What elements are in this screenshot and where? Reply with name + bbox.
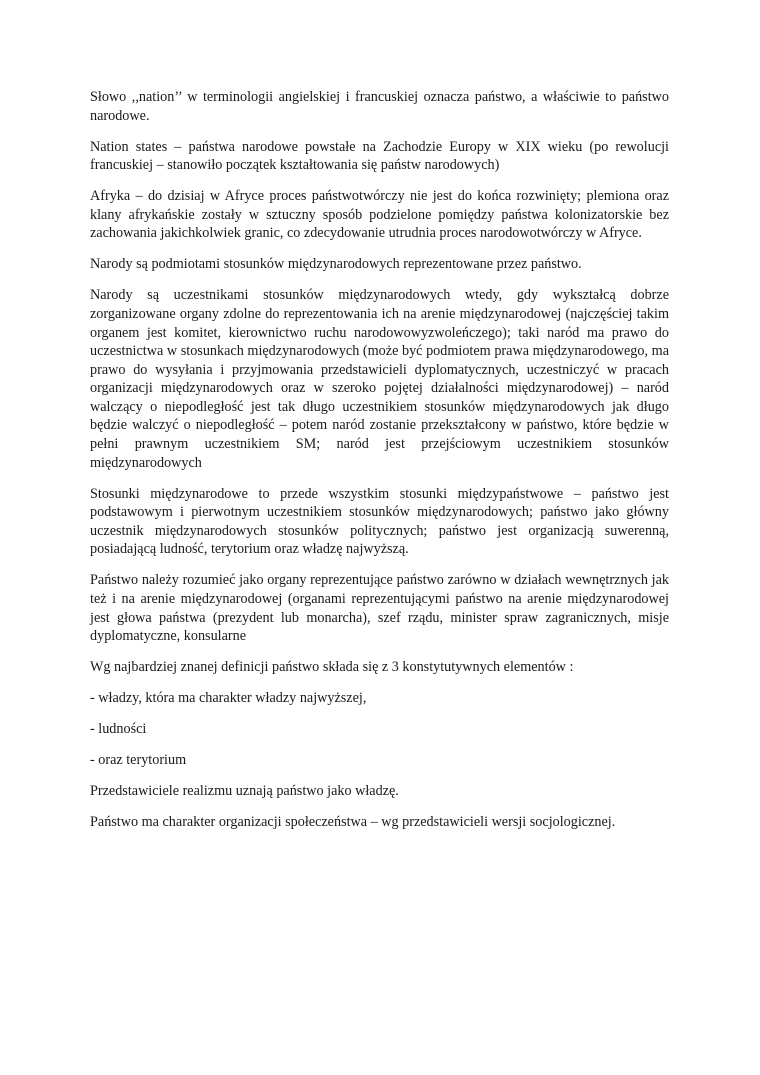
list-item-territory: - oraz terytorium: [90, 752, 187, 769]
paragraph-state-organs: Państwo należy rozumieć jako organy reprezentujące państwo zarówno w działach wewnętrznych jak też i na arenie międzynarodowej (organami reprezentującymi państwo na arenie międzynarodowej jest głowa państwa (prezydent lub monarcha), szef rządu, minister spraw zagranicznych, misje dyplomatyczne, konsularne: [90, 572, 669, 645]
paragraph-state-definition: Wg najbardziej znanej definicji państwo składa się z 3 konstytutywnych elementów :: [90, 659, 574, 676]
list-item-authority: - władzy, która ma charakter władzy najwyższej,: [90, 690, 367, 707]
paragraph-sociological: Państwo ma charakter organizacji społeczeństwa – wg przedstawicieli wersji socjologicznej.: [90, 814, 616, 831]
paragraph-nation-term: Słowo ,,nation’’ w terminologii angielskiej i francuskiej oznacza państwo, a właściwie to państwo narodowe.: [90, 89, 669, 124]
paragraph-africa: Afryka – do dzisiaj w Afryce proces państwotwórczy nie jest do końca rozwinięty; plemiona oraz klany afrykańskie zostały w sztuczny sposób podzielone pomiędzy państwa kolonizatorskie bez zachowania jakichkolwiek granic, co zdecydowanie utrudnia proces narodowotwórczy w Afryce.: [90, 188, 669, 242]
document-page: [90, 88, 669, 844]
paragraph-nations-subjects: Narody są podmiotami stosunków międzynarodowych reprezentowane przez państwo.: [90, 256, 582, 273]
paragraph-realism: Przedstawiciele realizmu uznają państwo jako władzę.: [90, 783, 399, 800]
paragraph-nations-participants: Narody są uczestnikami stosunków międzynarodowych wtedy, gdy wykształcą dobrze zorganizowane organy zdolne do reprezentowania ich na arenie międzynarodowej (najczęściej takim organem jest komitet, kierownictwo ruchu narodowowyzwoleńczego); taki naród ma prawo do uczestnictwa w stosunkach międzynarodowych (może być podmiotem prawa międzynarodowego, ma prawo do wysyłania i przyjmowania przedstawicieli dyplomatycznych, uczestniczyć w pracach organizacji międzynarodowych oraz w szeroko pojętej działalności międzynarodowej) – naród walczący o niepodległość jest tak długo uczestnikiem stosunków międzynarodowych jak długo będzie walczyć o niepodległość – potem naród zostanie przekształcony w państwo, które będzie w pełni prawnym uczestnikiem SM; naród jest przejściowym uczestnikiem stosunków międzynarodowych: [90, 287, 669, 471]
list-item-population: - ludności: [90, 721, 147, 738]
paragraph-international-relations: Stosunki międzynarodowe to przede wszystkim stosunki międzypaństwowe – państwo jest podstawowym i pierwotnym uczestnikiem stosunków międzynarodowych; państwo jako główny uczestnik międzynarodowych stosunków politycznych; państwo jest organizacją suwerenną, posiadającą ludność, terytorium oraz władzę najwyższą.: [90, 485, 669, 558]
paragraph-nation-states: Nation states – państwa narodowe powstałe na Zachodzie Europy w XIX wieku (po rewolucji francuskiej – stanowiło początek kształtowania się państw narodowych): [90, 138, 669, 174]
